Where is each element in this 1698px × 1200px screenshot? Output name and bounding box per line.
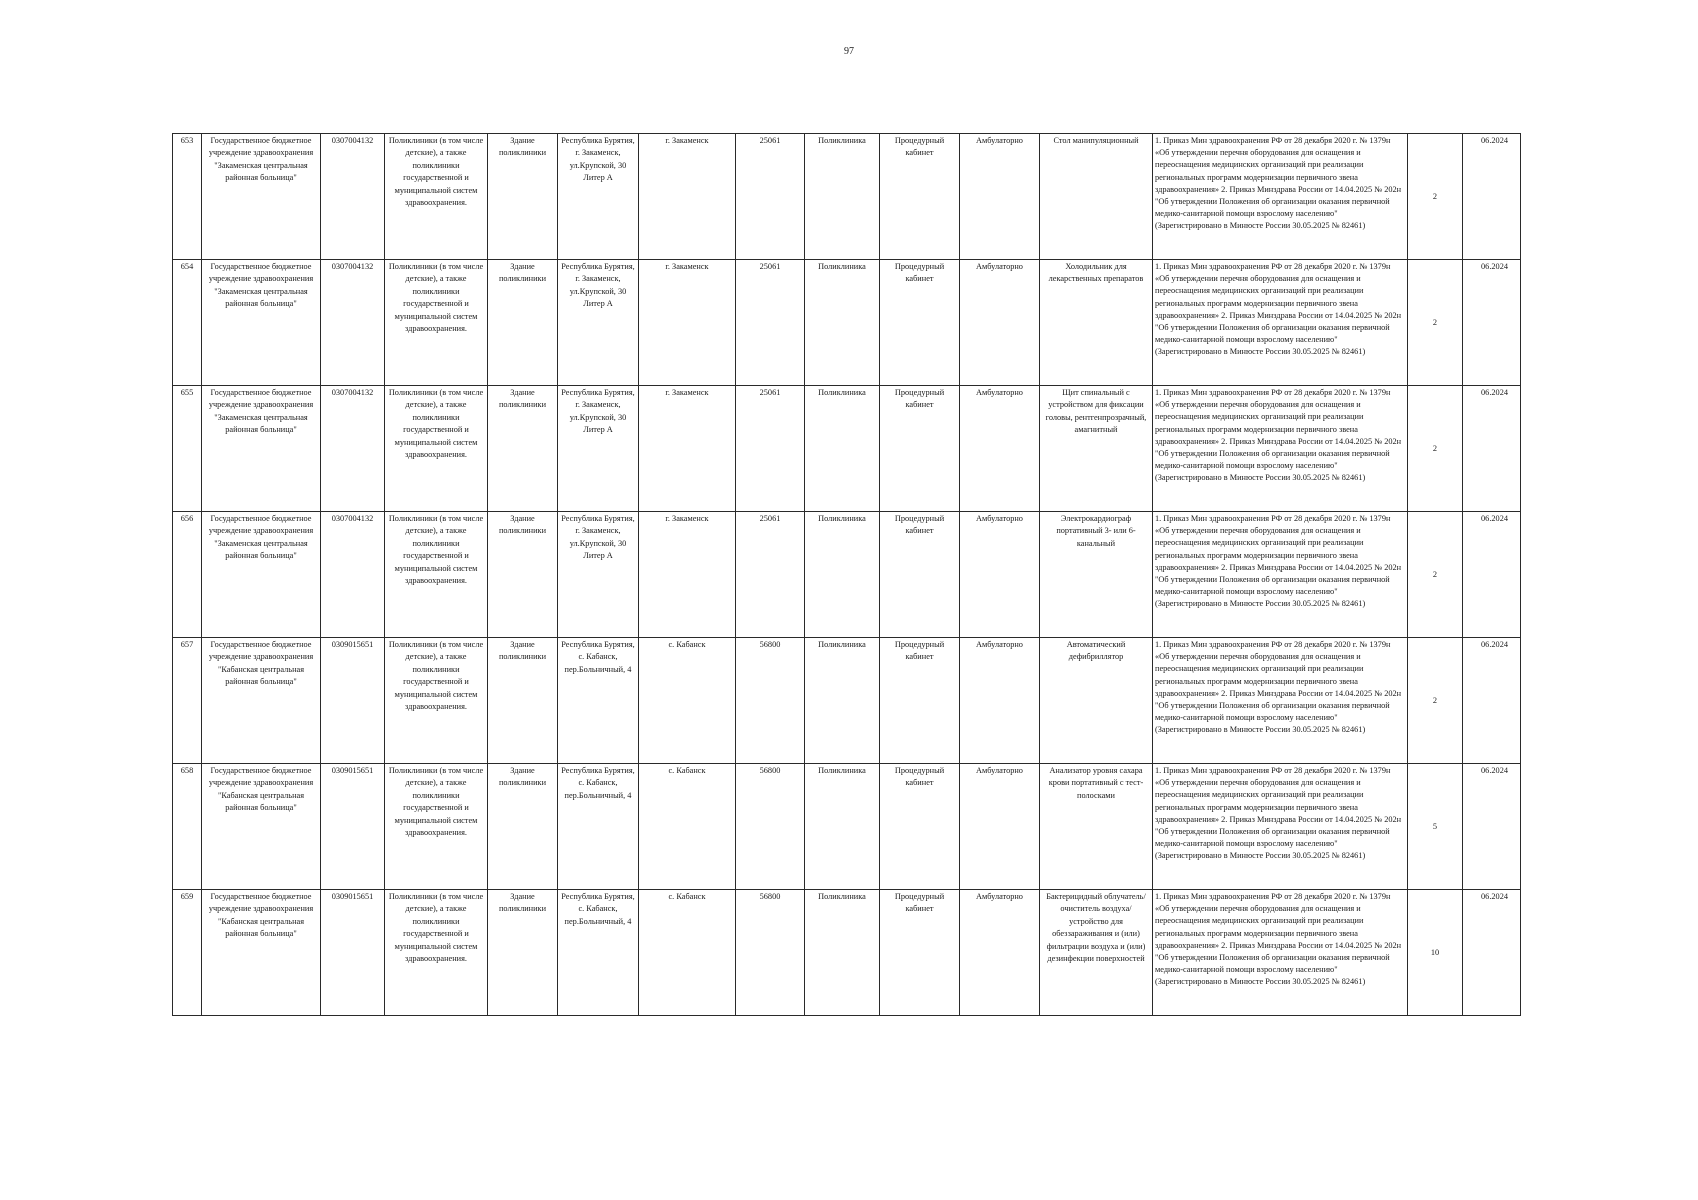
table-row: [173, 134, 1521, 260]
row-number-cell: 656: [173, 512, 202, 638]
regulation-cell: 1. Приказ Мин здравоохранения РФ от 28 декабря 2020 г. № 1379н «Об утверждении перечня оборудования для оснащения и переоснащения медицинских организаций при реализации региональных программ модернизации первичного звена здравоохранения» 2. Приказ Минздрава России от 14.04.2025 № 202н "Об утверждении Положения об организации оказания первичной медико-санитарной помощи взрослому населению" (Зарегистрировано в Минюсте России 30.05.2025 № 82461): [1153, 260, 1408, 386]
address-cell: Республика Бурятия, г. Закаменск, ул.Крупской, 30 Литер А: [558, 260, 639, 386]
regulation-cell: 1. Приказ Мин здравоохранения РФ от 28 декабря 2020 г. № 1379н «Об утверждении перечня оборудования для оснащения и переоснащения медицинских организаций при реализации региональных программ модернизации первичного звена здравоохранения» 2. Приказ Минздрава России от 14.04.2025 № 202н "Об утверждении Положения об организации оказания первичной медико-санитарной помощи взрослому населению" (Зарегистрировано в Минюсте России 30.05.2025 № 82461): [1153, 638, 1408, 764]
row-number-cell: 657: [173, 638, 202, 764]
institution-cell: Государственное бюджетное учреждение здравоохранения "Закаменская центральная районная больница": [202, 260, 321, 386]
facility-type-cell: Поликлиники (в том числе детские), а также поликлиники государственной и муниципальной систем здравоохранения.: [385, 764, 488, 890]
equipment-name-cell: Автоматический дефибриллятор: [1040, 638, 1153, 764]
equipment-name-cell: Бактерицидный облучатель/очиститель воздуха/устройство для обеззараживания и (или) фильтрации воздуха и (или) дезинфекции поверхностей: [1040, 890, 1153, 1016]
institution-code-cell: 0309015651: [321, 638, 385, 764]
equipment-name-cell: Стол манипуляционный: [1040, 134, 1153, 260]
address-cell: Республика Бурятия, с. Кабанск, пер.Больничный, 4: [558, 890, 639, 1016]
institution-code-cell: 0307004132: [321, 134, 385, 260]
table-row: [173, 386, 1521, 512]
address-cell: Республика Бурятия, г. Закаменск, ул.Крупской, 30 Литер А: [558, 386, 639, 512]
date-cell: 06.2024: [1463, 134, 1521, 260]
care-mode-cell: Амбулаторно: [960, 890, 1040, 1016]
regulation-cell: 1. Приказ Мин здравоохранения РФ от 28 декабря 2020 г. № 1379н «Об утверждении перечня оборудования для оснащения и переоснащения медицинских организаций при реализации региональных программ модернизации первичного звена здравоохранения» 2. Приказ Минздрава России от 14.04.2025 № 202н "Об утверждении Положения об организации оказания первичной медико-санитарной помощи взрослому населению" (Зарегистрировано в Минюсте России 30.05.2025 № 82461): [1153, 512, 1408, 638]
room-cell: Процедурный кабинет: [880, 890, 960, 1016]
facility-type-cell: Поликлиники (в том числе детские), а также поликлиники государственной и муниципальной систем здравоохранения.: [385, 260, 488, 386]
care-mode-cell: Амбулаторно: [960, 134, 1040, 260]
equipment-name-cell: Щит спинальный с устройством для фиксации головы, рентгенпрозрачный, амагнитный: [1040, 386, 1153, 512]
oktmo-code-cell: 25061: [736, 512, 805, 638]
oktmo-code-cell: 25061: [736, 260, 805, 386]
division-cell: Поликлиника: [805, 512, 880, 638]
date-cell: 06.2024: [1463, 890, 1521, 1016]
building-cell: Здание поликлиники: [488, 134, 558, 260]
address-cell: Республика Бурятия, с. Кабанск, пер.Больничный, 4: [558, 638, 639, 764]
date-cell: 06.2024: [1463, 512, 1521, 638]
oktmo-code-cell: 56800: [736, 638, 805, 764]
room-cell: Процедурный кабинет: [880, 764, 960, 890]
facility-type-cell: Поликлиники (в том числе детские), а также поликлиники государственной и муниципальной систем здравоохранения.: [385, 890, 488, 1016]
building-cell: Здание поликлиники: [488, 386, 558, 512]
locality-cell: г. Закаменск: [639, 386, 736, 512]
regulation-cell: 1. Приказ Мин здравоохранения РФ от 28 декабря 2020 г. № 1379н «Об утверждении перечня оборудования для оснащения и переоснащения медицинских организаций при реализации региональных программ модернизации первичного звена здравоохранения» 2. Приказ Минздрава России от 14.04.2025 № 202н "Об утверждении Положения об организации оказания первичной медико-санитарной помощи взрослому населению" (Зарегистрировано в Минюсте России 30.05.2025 № 82461): [1153, 764, 1408, 890]
quantity-cell: 5: [1408, 764, 1463, 890]
institution-code-cell: 0307004132: [321, 512, 385, 638]
date-cell: 06.2024: [1463, 386, 1521, 512]
equipment-name-cell: Анализатор уровня сахара крови портативный с тест-полосками: [1040, 764, 1153, 890]
room-cell: Процедурный кабинет: [880, 386, 960, 512]
building-cell: Здание поликлиники: [488, 638, 558, 764]
address-cell: Республика Бурятия, г. Закаменск, ул.Крупской, 30 Литер А: [558, 512, 639, 638]
locality-cell: с. Кабанск: [639, 890, 736, 1016]
institution-code-cell: 0307004132: [321, 260, 385, 386]
regulation-cell: 1. Приказ Мин здравоохранения РФ от 28 декабря 2020 г. № 1379н «Об утверждении перечня оборудования для оснащения и переоснащения медицинских организаций при реализации региональных программ модернизации первичного звена здравоохранения» 2. Приказ Минздрава России от 14.04.2025 № 202н "Об утверждении Положения об организации оказания первичной медико-санитарной помощи взрослому населению" (Зарегистрировано в Минюсте России 30.05.2025 № 82461): [1153, 134, 1408, 260]
date-cell: 06.2024: [1463, 638, 1521, 764]
building-cell: Здание поликлиники: [488, 260, 558, 386]
division-cell: Поликлиника: [805, 386, 880, 512]
facility-type-cell: Поликлиники (в том числе детские), а также поликлиники государственной и муниципальной систем здравоохранения.: [385, 386, 488, 512]
care-mode-cell: Амбулаторно: [960, 512, 1040, 638]
row-number-cell: 654: [173, 260, 202, 386]
locality-cell: с. Кабанск: [639, 764, 736, 890]
table-row: [173, 260, 1521, 386]
oktmo-code-cell: 25061: [736, 134, 805, 260]
oktmo-code-cell: 56800: [736, 890, 805, 1016]
locality-cell: с. Кабанск: [639, 638, 736, 764]
locality-cell: г. Закаменск: [639, 512, 736, 638]
table-row: [173, 890, 1521, 1016]
quantity-cell: 2: [1408, 512, 1463, 638]
regulation-cell: 1. Приказ Мин здравоохранения РФ от 28 декабря 2020 г. № 1379н «Об утверждении перечня оборудования для оснащения и переоснащения медицинских организаций при реализации региональных программ модернизации первичного звена здравоохранения» 2. Приказ Минздрава России от 14.04.2025 № 202н "Об утверждении Положения об организации оказания первичной медико-санитарной помощи взрослому населению" (Зарегистрировано в Минюсте России 30.05.2025 № 82461): [1153, 386, 1408, 512]
table-row: [173, 638, 1521, 764]
locality-cell: г. Закаменск: [639, 260, 736, 386]
table-row: [173, 764, 1521, 890]
room-cell: Процедурный кабинет: [880, 260, 960, 386]
row-number-cell: 653: [173, 134, 202, 260]
care-mode-cell: Амбулаторно: [960, 386, 1040, 512]
care-mode-cell: Амбулаторно: [960, 764, 1040, 890]
institution-code-cell: 0307004132: [321, 386, 385, 512]
institution-cell: Государственное бюджетное учреждение здравоохранения "Закаменская центральная районная больница": [202, 512, 321, 638]
quantity-cell: 2: [1408, 386, 1463, 512]
room-cell: Процедурный кабинет: [880, 512, 960, 638]
equipment-registry-table: [172, 133, 1521, 1016]
building-cell: Здание поликлиники: [488, 512, 558, 638]
institution-cell: Государственное бюджетное учреждение здравоохранения "Кабанская центральная районная больница": [202, 764, 321, 890]
institution-cell: Государственное бюджетное учреждение здравоохранения "Закаменская центральная районная больница": [202, 386, 321, 512]
row-number-cell: 659: [173, 890, 202, 1016]
institution-code-cell: 0309015651: [321, 764, 385, 890]
facility-type-cell: Поликлиники (в том числе детские), а также поликлиники государственной и муниципальной систем здравоохранения.: [385, 134, 488, 260]
institution-cell: Государственное бюджетное учреждение здравоохранения "Кабанская центральная районная больница": [202, 638, 321, 764]
date-cell: 06.2024: [1463, 260, 1521, 386]
division-cell: Поликлиника: [805, 134, 880, 260]
row-number-cell: 658: [173, 764, 202, 890]
division-cell: Поликлиника: [805, 260, 880, 386]
row-number-cell: 655: [173, 386, 202, 512]
regulation-cell: 1. Приказ Мин здравоохранения РФ от 28 декабря 2020 г. № 1379н «Об утверждении перечня оборудования для оснащения и переоснащения медицинских организаций при реализации региональных программ модернизации первичного звена здравоохранения» 2. Приказ Минздрава России от 14.04.2025 № 202н "Об утверждении Положения об организации оказания первичной медико-санитарной помощи взрослому населению" (Зарегистрировано в Минюсте России 30.05.2025 № 82461): [1153, 890, 1408, 1016]
building-cell: Здание поликлиники: [488, 764, 558, 890]
table-body: [173, 134, 1521, 1016]
care-mode-cell: Амбулаторно: [960, 260, 1040, 386]
division-cell: Поликлиника: [805, 764, 880, 890]
quantity-cell: 2: [1408, 638, 1463, 764]
division-cell: Поликлиника: [805, 638, 880, 764]
table-row: [173, 512, 1521, 638]
oktmo-code-cell: 25061: [736, 386, 805, 512]
quantity-cell: 2: [1408, 260, 1463, 386]
date-cell: 06.2024: [1463, 764, 1521, 890]
address-cell: Республика Бурятия, с. Кабанск, пер.Больничный, 4: [558, 764, 639, 890]
room-cell: Процедурный кабинет: [880, 134, 960, 260]
quantity-cell: 2: [1408, 134, 1463, 260]
equipment-name-cell: Электрокардиограф портативный 3- или 6-канальный: [1040, 512, 1153, 638]
room-cell: Процедурный кабинет: [880, 638, 960, 764]
care-mode-cell: Амбулаторно: [960, 638, 1040, 764]
locality-cell: г. Закаменск: [639, 134, 736, 260]
institution-cell: Государственное бюджетное учреждение здравоохранения "Закаменская центральная районная больница": [202, 134, 321, 260]
equipment-name-cell: Холодильник для лекарственных препаратов: [1040, 260, 1153, 386]
oktmo-code-cell: 56800: [736, 764, 805, 890]
facility-type-cell: Поликлиники (в том числе детские), а также поликлиники государственной и муниципальной систем здравоохранения.: [385, 638, 488, 764]
address-cell: Республика Бурятия, г. Закаменск, ул.Крупской, 30 Литер А: [558, 134, 639, 260]
building-cell: Здание поликлиники: [488, 890, 558, 1016]
quantity-cell: 10: [1408, 890, 1463, 1016]
institution-code-cell: 0309015651: [321, 890, 385, 1016]
page-number: 97: [844, 46, 854, 57]
facility-type-cell: Поликлиники (в том числе детские), а также поликлиники государственной и муниципальной систем здравоохранения.: [385, 512, 488, 638]
division-cell: Поликлиника: [805, 890, 880, 1016]
institution-cell: Государственное бюджетное учреждение здравоохранения "Кабанская центральная районная больница": [202, 890, 321, 1016]
